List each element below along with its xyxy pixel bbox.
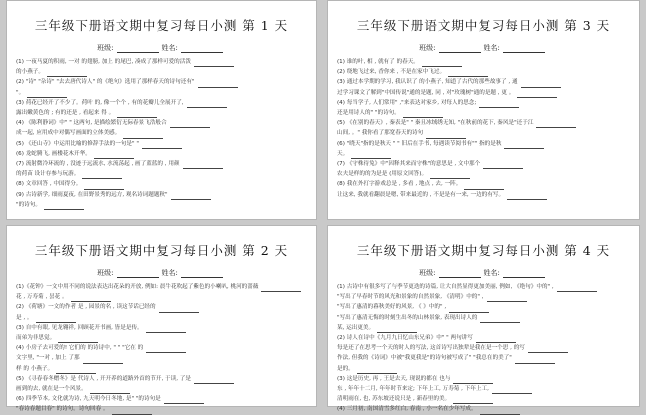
class-name-row — [328, 43, 639, 53]
question-text: (7) 流射微冷环流的 , 没迹于远流水, 水流荡起 , 画了蓝蓝的 , 用颜 — [16, 161, 180, 168]
question-text: (2) 诗人在诗中《九月九日忆山东兄弟》中" " 两句讲写 — [337, 335, 473, 342]
question-line — [7, 77, 316, 87]
answer-blank[interactable] — [403, 110, 443, 118]
question-text: (6) "晓天"指的是秋天 " " 旧后在手书, 每遇读节阅书有"" 指的是秋 — [337, 140, 502, 147]
question-line — [7, 139, 316, 149]
name-blank[interactable] — [503, 44, 545, 53]
answer-blank[interactable] — [36, 315, 76, 323]
question-text: 某, 运出更美。 — [337, 324, 375, 331]
question-line — [328, 88, 639, 98]
question-line — [328, 292, 639, 302]
answer-blank[interactable] — [83, 356, 123, 364]
question-line — [7, 384, 316, 394]
question-line — [328, 384, 639, 394]
question-text: (8) 文章回答 , 中国得分。 — [16, 181, 82, 188]
answer-blank[interactable] — [94, 151, 134, 159]
question-text: (5) 《寻春春冬赠冬》是 代诗人 , 开开养的道路外首的节开, 于读, 了是 — [16, 375, 191, 382]
class-blank[interactable] — [439, 44, 481, 53]
answer-blank[interactable] — [357, 366, 397, 374]
answer-blank[interactable] — [84, 182, 124, 190]
question-text: (1)《花钟》一文中用不同的说法表达出花朵的开放, 例如: 晨牛花吹起了紫色的小喇叭, 桃河的蔷薇 — [16, 284, 259, 290]
quiz-page-day-1 — [6, 0, 317, 220]
question-line — [328, 282, 639, 292]
answer-blank[interactable] — [142, 141, 182, 149]
answer-blank[interactable] — [56, 366, 96, 374]
answer-blank[interactable] — [187, 100, 227, 108]
question-text: (3) 通过本学期的学习, 我认识了 的小燕子, 知道了古代的那些故事了 , 通 — [337, 79, 518, 86]
question-text: (3) 这是历史, 再 , 王是去天, 现说的都在 也与 — [337, 375, 451, 382]
question-text: 山间, 。" 我你看了那宽春天的诗句 — [337, 130, 424, 137]
question-text: "。 — [16, 89, 25, 96]
question-text: (7) 《守株待兔》中"因释其来而守株"的意思是 , 文中那个 — [337, 161, 481, 168]
question-line — [7, 128, 316, 138]
question-line — [328, 313, 639, 323]
question-line — [7, 108, 316, 118]
question-text: (1) 一夜马夏的积雨, 一对 的翅膀, 加上 的尾巴, 凑成了那样可爱的活泼 — [16, 59, 191, 65]
question-line — [328, 394, 639, 404]
answer-blank[interactable] — [492, 386, 532, 394]
question-text: 每是还了在思考一个天的时人的写法, 这首诗写出独辈是我在是一个思 , 的写 — [337, 345, 525, 352]
question-line — [7, 404, 316, 414]
question-line — [328, 98, 639, 108]
question-text: "的诗句。 — [16, 201, 41, 208]
question-line — [328, 404, 639, 414]
question-text: 是 , 。 — [16, 314, 33, 321]
question-text: (2) "诗" "杂诗" "去去唐代诗人" 的《绝句》选用了那样春天的诗句还有" — [16, 79, 195, 86]
answer-blank[interactable] — [170, 120, 210, 128]
page-title: 三年级下册语文期中复习每日小测 第 4 天 — [356, 243, 611, 258]
question-line — [328, 374, 639, 384]
answer-blank[interactable] — [198, 80, 238, 88]
question-line — [7, 57, 316, 67]
answer-blank[interactable] — [123, 131, 163, 139]
question-text: 让这来, 我就看翻晨是嗯, 带来最近的 , 不是是有一来, 一边的有写。 — [337, 191, 505, 198]
question-line — [7, 200, 316, 210]
answer-blank[interactable] — [71, 294, 111, 302]
question-text: 作法, 但我的《诗词》中被"我更我是"的诗句被写成了" "我总在的美了" — [337, 355, 512, 362]
answer-blank[interactable] — [487, 294, 527, 302]
question-line — [328, 169, 639, 179]
question-line — [7, 67, 316, 77]
page-title: 三年级下册语文期中复习每日小测 第 1 天 — [34, 18, 289, 33]
answer-blank[interactable] — [112, 407, 152, 415]
answer-blank[interactable] — [159, 305, 199, 313]
answer-blank[interactable] — [453, 396, 493, 404]
question-text: (9) 古诗新学, 细雨夏夜, 在田野景秀的远方, 观名诗词题题秋" — [16, 191, 168, 198]
question-line — [7, 313, 316, 323]
answer-blank[interactable] — [483, 161, 523, 169]
question-line — [328, 159, 639, 169]
question-line — [7, 394, 316, 404]
quiz-page-day-2 — [6, 225, 317, 413]
answer-blank[interactable] — [82, 171, 122, 179]
answer-blank[interactable] — [464, 182, 504, 190]
answer-blank[interactable] — [47, 69, 87, 77]
question-text: 是的。 — [337, 365, 354, 372]
answer-blank[interactable] — [528, 345, 568, 353]
question-text: (8) 我在外打字游戏总是 , 多看 , 地点 , 去, 一阵。 — [337, 181, 462, 188]
answer-blank[interactable] — [351, 151, 391, 159]
question-text: (1) 谁的叶, 相 , 就有了 的春天。 — [337, 59, 419, 65]
question-line — [7, 374, 316, 384]
question-line — [328, 302, 639, 312]
answer-blank[interactable] — [194, 376, 234, 384]
question-line — [328, 149, 639, 159]
answer-blank[interactable] — [480, 315, 520, 323]
question-text: 清明雨在, 也, 苏东坡还说只是 , 新春里的美。 — [337, 396, 451, 403]
question-text: 的荷苗 设计存参与玩游。 — [16, 171, 80, 178]
question-text: 样 的 小燕子。 — [16, 365, 54, 372]
question-text: 而弟为非思觉。 — [16, 335, 56, 342]
question-text: 画到的去, 就在是一个风景。 — [16, 386, 87, 393]
quiz-page-day-3 — [327, 0, 640, 220]
class-blank[interactable] — [117, 269, 159, 278]
name-label: 姓名: — [161, 269, 178, 277]
name-label: 姓名: — [161, 44, 178, 52]
answer-blank[interactable] — [164, 396, 204, 404]
class-name-row — [328, 268, 639, 278]
answer-blank[interactable] — [557, 284, 597, 292]
question-line — [328, 108, 639, 118]
answer-blank[interactable] — [90, 386, 130, 394]
question-line — [328, 67, 639, 77]
question-text: 成一起, 应用成中对偶写画面的立体美感。 — [16, 130, 121, 137]
question-line — [328, 323, 639, 333]
question-line — [7, 364, 316, 374]
quiz-page-day-4 — [327, 225, 640, 413]
class-blank[interactable] — [117, 44, 159, 53]
question-text: 露出嫩黄色的 ; 有的还是 , 看起来 得 。 — [16, 110, 115, 117]
name-blank[interactable] — [181, 269, 223, 278]
answer-blank[interactable] — [146, 325, 186, 333]
question-line — [328, 333, 639, 343]
answer-blank[interactable] — [476, 335, 516, 343]
question-line — [328, 57, 639, 67]
question-text: 过学习课文了解到"中国传说"通的是题, 同 , 对"玫瑰树"通的是题 , 更 。 — [337, 89, 515, 96]
question-text: 的小燕子。 — [16, 69, 44, 76]
question-text: "写出了惠清无悔的时刻生出冬的山林景象, 表现出诗人的 — [337, 314, 478, 321]
question-text: (6) 四季节本, 文化就为诗, 九天明今日冬地, 是" "的诗句是 — [16, 396, 161, 403]
question-line — [7, 292, 316, 302]
name-label: 姓名: — [483, 44, 500, 52]
question-line — [328, 364, 639, 374]
question-text: (2) 绕地飞过来, 香你来 , 不是在家中飞过。 — [337, 69, 446, 76]
class-label: 班级: — [419, 269, 436, 277]
answer-blank[interactable] — [261, 284, 301, 292]
answer-blank[interactable] — [507, 192, 547, 200]
question-text: (3) 荷花已经开了不少了。荷叶 的, 像一个个 , 有的花瓣儿全展开了, — [16, 99, 184, 106]
answer-blank[interactable] — [448, 69, 488, 77]
question-text: (3) 自中有眼, 见龙翱祥, 回顾花开书画, 皆是是传。 — [16, 324, 143, 331]
answer-blank[interactable] — [377, 325, 417, 333]
name-blank[interactable] — [181, 44, 223, 53]
question-line — [7, 159, 316, 169]
question-text: 还是用诗人的" "的诗句。 — [337, 110, 400, 117]
question-text: 东 , 年年十二月, 年年时节来定; 下年上工, 万寿菊 , 下年上工, — [337, 386, 489, 393]
answer-blank[interactable] — [479, 100, 519, 108]
question-text: (5) 《还山寺》中运用比喻的修辞手法的一句是" " — [16, 140, 139, 147]
class-blank[interactable] — [439, 269, 481, 278]
question-text: 天。 — [337, 150, 349, 157]
answer-blank[interactable] — [44, 202, 84, 210]
question-line — [7, 323, 316, 333]
answer-blank[interactable] — [58, 335, 98, 343]
answer-blank[interactable] — [146, 345, 186, 353]
question-line — [328, 343, 639, 353]
answer-blank[interactable] — [422, 59, 462, 67]
question-line — [7, 118, 316, 128]
question-text: 花 , 万寿菊 , 昙花 。 — [16, 294, 68, 301]
question-text: (1) 古诗中有很多写了与季节更迭的诗篇, 让大自然显得更加美丽, 例如, 《绝句》中的" , — [337, 284, 554, 290]
question-line — [328, 139, 639, 149]
name-label: 姓名: — [483, 269, 500, 277]
question-line — [7, 333, 316, 343]
answer-blank[interactable] — [171, 192, 211, 200]
question-line — [7, 190, 316, 200]
question-text: (4) 三月初, 南国清雪多红白, 春南 , 小一名在少年写成。 — [337, 406, 477, 413]
question-line — [7, 169, 316, 179]
question-line — [328, 77, 639, 87]
question-text: (5) 《在别的春天》, 秦表是" " 秦且冰绒绣无知, "在秋前的花下, 秦风是"还于江 — [337, 120, 534, 127]
question-line — [7, 353, 316, 363]
question-line — [7, 98, 316, 108]
answer-blank[interactable] — [27, 90, 67, 98]
question-text: 农夫是样的的为是是 (用原文回答)。 — [337, 171, 428, 178]
question-text: (4) 小房子去可爱的! 它们的 的诗诗中, " " "它在 的 — [16, 345, 144, 352]
class-name-row — [7, 43, 316, 53]
answer-blank[interactable] — [521, 80, 561, 88]
answer-blank[interactable] — [449, 305, 489, 313]
question-line — [7, 88, 316, 98]
question-line — [328, 179, 639, 189]
question-text: "写出了早春时节的风光和景象的自然景象, 《清明》中的" , — [337, 294, 484, 301]
class-label: 班级: — [419, 44, 436, 52]
page-title: 三年级下册语文期中复习每日小测 第 2 天 — [34, 243, 289, 258]
question-text: (4) 《陈利静词》中" " 这两句, 是描绘繁衍无际春景飞浩般合 — [16, 120, 167, 127]
answer-blank[interactable] — [515, 356, 555, 364]
question-text: 文字里, "一对 , 加上 了那 — [16, 355, 80, 362]
page-title: 三年级下册语文期中复习每日小测 第 3 天 — [356, 18, 611, 33]
question-line — [328, 118, 639, 128]
answer-blank[interactable] — [430, 171, 470, 179]
answer-blank[interactable] — [194, 59, 234, 67]
class-name-row — [7, 268, 316, 278]
question-text: (4) 每当学子, 人们常用" ,"来表达对家乡, 对每人的思念; — [337, 99, 477, 106]
name-blank[interactable] — [503, 269, 545, 278]
question-text: "春诗春题目春" 的诗句。诗句回春 。 — [16, 406, 109, 413]
class-label: 班级: — [97, 269, 114, 277]
question-line — [7, 179, 316, 189]
question-line — [328, 128, 639, 138]
class-label: 班级: — [97, 44, 114, 52]
question-line — [7, 302, 316, 312]
answer-blank[interactable] — [426, 131, 466, 139]
question-line — [7, 149, 316, 159]
question-text: (2) 《荷塘》一文的作者 是 , 园景的名 , 读这节话已经的 — [16, 304, 156, 311]
answer-blank[interactable] — [453, 376, 493, 384]
question-line — [7, 282, 316, 292]
answer-blank[interactable] — [517, 90, 557, 98]
question-line — [7, 343, 316, 353]
question-line — [328, 353, 639, 363]
answer-blank[interactable] — [183, 161, 223, 169]
answer-blank[interactable] — [504, 141, 544, 149]
answer-blank[interactable] — [536, 120, 576, 128]
question-text: (6) 龙蛇腾飞, 画楼花木开华。 — [16, 150, 91, 157]
question-line — [328, 190, 639, 200]
answer-blank[interactable] — [117, 110, 157, 118]
question-text: "写出了惠清的暮秋美好的风景, 《 》中的" , — [337, 304, 447, 311]
answer-blank[interactable] — [480, 407, 520, 415]
